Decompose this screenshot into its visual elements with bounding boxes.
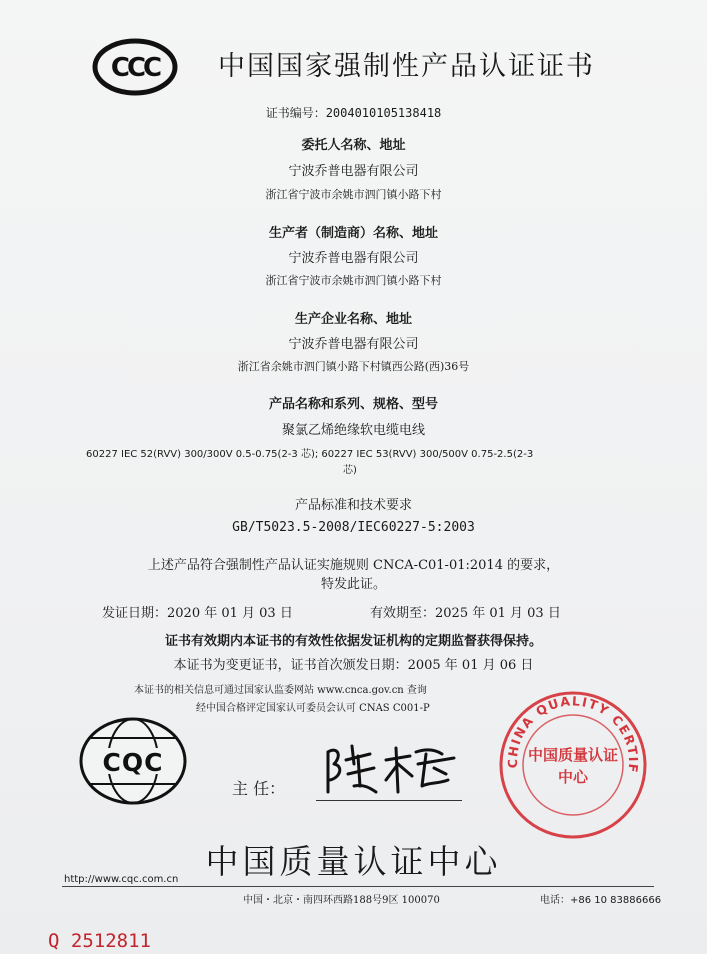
factory-name: 宁波乔普电器有限公司: [288, 337, 419, 352]
signature-line: [316, 800, 462, 801]
valid-until-date: 有效期至：2025 年 01 月 03 日: [370, 606, 561, 621]
cqc-red-seal: [496, 688, 650, 846]
manufacturer-label: 生产者（制造商）名称、地址: [268, 226, 438, 241]
svg-text:中国质量认证: 中国质量认证: [527, 746, 619, 764]
client-label: 委托人名称、地址: [301, 138, 406, 153]
svg-text:CHINA QUALITY CERTIFICATION CE: CHINA QUALITY CERTIF: [504, 693, 642, 775]
statement-line2: 特发此证。: [320, 577, 386, 592]
validity-note: 证书有效期内本证书的有效性依据发证机构的定期监督获得保持。: [164, 634, 542, 649]
footer-website[interactable]: http://www.cqc.com.cn: [64, 874, 179, 885]
client-name: 宁波乔普电器有限公司: [288, 164, 419, 179]
cqc-logo: [78, 716, 188, 810]
statement-line1: 上述产品符合强制性产品认证实施规则 CNCA-C01-01:2014 的要求，: [147, 558, 560, 573]
change-note: 本证书为变更证书，证书首次颁发日期：2005 年 01 月 06 日: [173, 658, 534, 673]
issue-date: 发证日期：2020 年 01 月 03 日: [102, 606, 293, 621]
factory-label: 生产企业名称、地址: [294, 312, 412, 327]
standard-label: 产品标准和技术要求: [294, 498, 412, 513]
product-spec-line1: 60227 IEC 52(RVV) 300/300V 0.5-0.75(2-3 芯); 60227 IEC 53(RVV) 300/500V 0.75-2.5(2-3: [86, 449, 534, 460]
svg-text:中心: 中心: [557, 768, 589, 786]
product-label: 产品名称和系列、规格、型号: [268, 397, 438, 412]
director-signature: [318, 734, 468, 802]
product-name: 聚氯乙烯绝缘软电缆电线: [281, 423, 425, 438]
director-label: 主 任：: [232, 779, 286, 798]
manufacturer-name: 宁波乔普电器有限公司: [288, 251, 419, 266]
footer-address: 中国・北京・南四环西路188号9区 100070: [243, 895, 440, 906]
svg-text:CCC: CCC: [110, 53, 160, 83]
manufacturer-address: 浙江省宁波市余姚市泗门镇小路下村: [265, 274, 442, 287]
footer-rule: [62, 886, 654, 887]
issuer-name: 中国质量认证中心: [205, 842, 502, 881]
certificate-number: 证书编号：2004010105138418: [265, 106, 442, 120]
query-note: 本证书的相关信息可通过国家认监委网站 www.cnca.gov.cn 查询: [134, 685, 427, 696]
svg-text:CQC: CQC: [102, 748, 164, 777]
footer-phone: 电话：+86 10 83886666: [540, 895, 662, 906]
certificate-serial: Q 2512811: [48, 930, 151, 952]
ccc-logo: [92, 38, 178, 100]
product-spec-line2: 芯): [343, 465, 357, 476]
factory-address: 浙江省余姚市泗门镇小路下村镇西公路(西)36号: [237, 360, 470, 373]
standard-value: GB/T5023.5-2008/IEC60227-5:2003: [232, 520, 475, 535]
cnas-note: 经中国合格评定国家认可委员会认可 CNAS C001-P: [196, 703, 430, 714]
client-address: 浙江省宁波市余姚市泗门镇小路下村: [265, 188, 442, 201]
certificate-title: 中国国家强制性产品认证证书: [218, 51, 595, 82]
